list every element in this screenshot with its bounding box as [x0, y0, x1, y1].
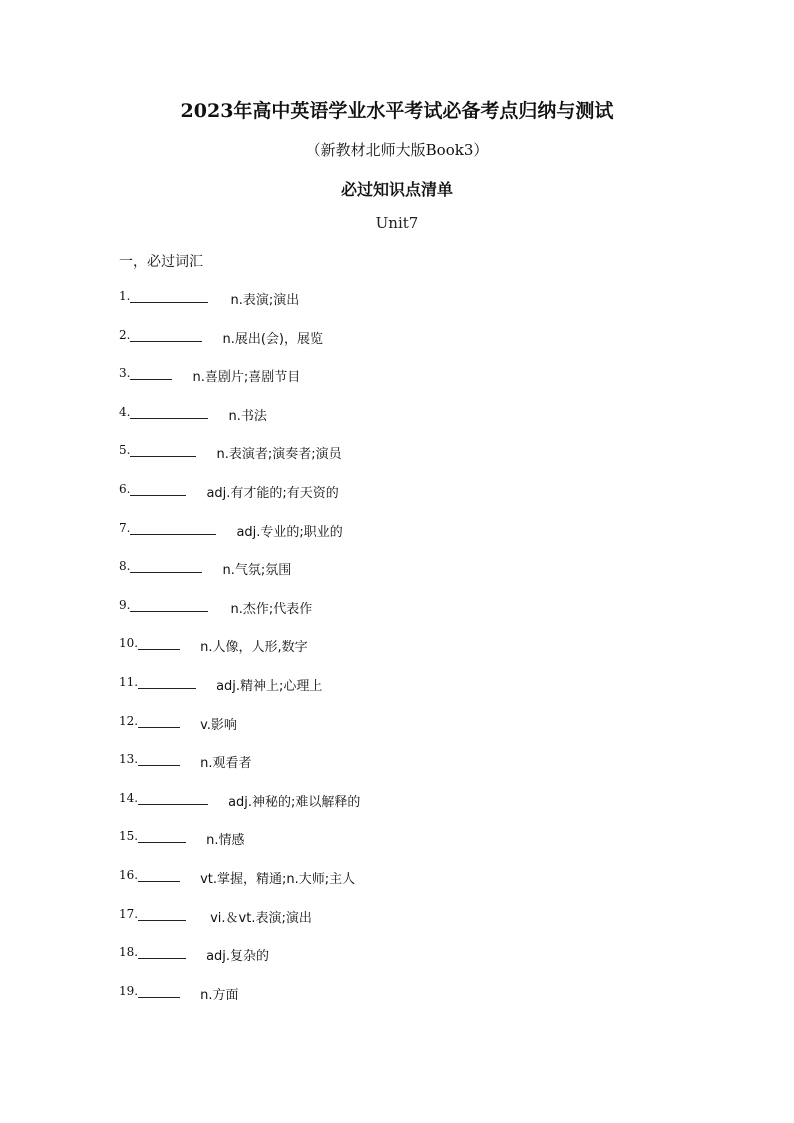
item-definition: n.方面: [200, 987, 239, 1003]
answer-blank[interactable]: [138, 829, 186, 843]
item-definition: adj.神秘的;难以解释的: [228, 794, 361, 810]
vocab-item: [119, 521, 679, 560]
item-number: 16.: [119, 867, 139, 882]
item-definition: adj.精神上;心理上: [216, 678, 323, 694]
page-title: 2023年高中英语学业水平考试必备考点归纳与测试: [180, 100, 614, 122]
answer-blank[interactable]: [130, 405, 208, 419]
answer-blank[interactable]: [130, 366, 172, 380]
vocab-item: [119, 598, 679, 637]
item-definition: adj.专业的;职业的: [236, 524, 343, 540]
item-definition: n.书法: [228, 408, 267, 424]
item-number: 15.: [119, 829, 139, 844]
item-number: 3.: [119, 366, 131, 381]
section-heading: 一，必过词汇: [119, 254, 203, 270]
item-definition: n.喜剧片;喜剧节目: [192, 370, 301, 386]
item-definition: n.情感: [206, 833, 245, 849]
list-heading: 必过知识点清单: [340, 180, 453, 199]
item-definition: n.表演;演出: [230, 293, 300, 308]
item-definition: vi.＆vt.表演;演出: [210, 910, 312, 926]
vocab-list: [119, 289, 679, 1022]
item-number: 18.: [119, 945, 139, 960]
item-definition: v.影响: [200, 717, 237, 733]
vocab-item: [119, 907, 679, 946]
item-number: 4.: [119, 404, 131, 419]
vocab-item: [119, 405, 679, 444]
vocab-item: [119, 482, 679, 521]
answer-blank[interactable]: [130, 598, 208, 612]
unit-label: Unit7: [375, 214, 419, 232]
vocab-item: [119, 829, 679, 868]
item-definition: n.展出(会)，展览: [222, 331, 323, 347]
answer-blank[interactable]: [138, 714, 180, 728]
item-definition: n.观看者: [200, 756, 252, 772]
answer-blank[interactable]: [130, 521, 216, 535]
vocab-item: [119, 289, 679, 328]
answer-blank[interactable]: [138, 675, 196, 689]
item-number: 1.: [119, 289, 131, 303]
item-number: 2.: [119, 327, 131, 342]
item-number: 9.: [119, 597, 131, 612]
answer-blank[interactable]: [138, 868, 180, 882]
page-subtitle: （新教材北师大版Book3）: [305, 141, 489, 159]
answer-blank[interactable]: [138, 907, 186, 921]
vocab-item: [119, 443, 679, 482]
item-definition: adj.有才能的;有天资的: [206, 485, 339, 501]
item-number: 10.: [119, 636, 139, 651]
item-number: 8.: [119, 559, 131, 574]
vocab-item: [119, 945, 679, 984]
item-definition: n.人像，人形,数字: [200, 640, 308, 656]
item-number: 19.: [119, 983, 139, 998]
item-number: 17.: [119, 906, 139, 921]
item-number: 7.: [119, 520, 131, 535]
vocab-item: [119, 714, 679, 753]
item-definition: adj.复杂的: [206, 949, 270, 965]
answer-blank[interactable]: [138, 636, 180, 650]
answer-blank[interactable]: [130, 482, 186, 496]
vocab-item: [119, 752, 679, 791]
item-definition: n.表演者;演奏者;演员: [216, 447, 342, 463]
vocab-item: [119, 328, 679, 367]
answer-blank[interactable]: [138, 984, 180, 998]
answer-blank[interactable]: [138, 752, 180, 766]
item-number: 12.: [119, 713, 139, 728]
answer-blank[interactable]: [130, 328, 202, 342]
vocab-item: [119, 559, 679, 598]
item-number: 6.: [119, 481, 131, 496]
item-number: 11.: [119, 674, 139, 689]
vocab-item: [119, 366, 679, 405]
item-number: 5.: [119, 443, 131, 458]
item-definition: n.杰作;代表作: [230, 601, 313, 617]
answer-blank[interactable]: [130, 443, 196, 457]
vocab-item: [119, 791, 679, 830]
vocab-item: [119, 984, 679, 1023]
vocab-item: [119, 675, 679, 714]
vocab-item: [119, 636, 679, 675]
vocab-item: [119, 868, 679, 907]
item-number: 14.: [119, 790, 139, 805]
answer-blank[interactable]: [138, 945, 186, 959]
answer-blank[interactable]: [138, 791, 208, 805]
item-definition: n.气氛;氛围: [222, 563, 292, 579]
answer-blank[interactable]: [130, 559, 202, 573]
item-definition: vt.掌握，精通;n.大师;主人: [200, 871, 356, 887]
answer-blank[interactable]: [130, 289, 208, 303]
item-number: 13.: [119, 752, 139, 767]
